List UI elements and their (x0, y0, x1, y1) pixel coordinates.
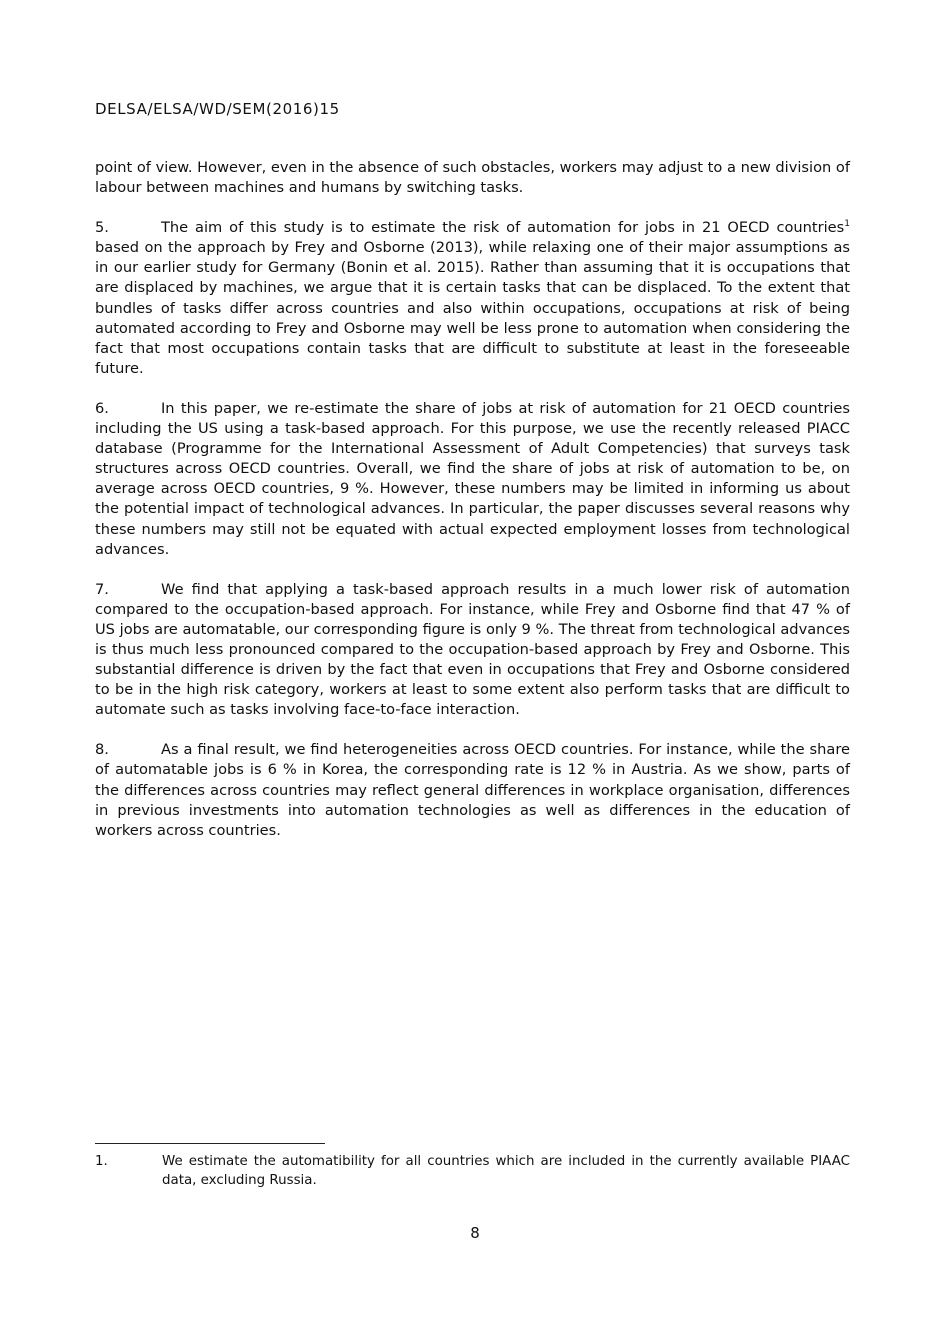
paragraph-text: We find that applying a task-based approach results in a much lower risk of automation compared to the occupation-based approach. For instance, while Frey and Osborne find that 47 % of US jobs are automatable, our corresponding figure is only 9 %. The threat from technological advances is thus much less pronounced compared to the occupation-based approach by Frey and Osborne. This substantial difference is driven by the fact that even in occupations that Frey and Osborne considered to be in the high risk category, workers at least to some extent also perform tasks that are difficult to automate such as tasks involving face-to-face interaction. (95, 580, 850, 719)
page-number: 8 (470, 1224, 480, 1242)
footnote-divider (95, 1143, 325, 1144)
footnote-number: 1. (95, 1154, 108, 1169)
paragraph-6 (95, 399, 850, 560)
document-code-header: DELSA/ELSA/WD/SEM(2016)15 (95, 100, 340, 118)
intro-paragraph: point of view. However, even in the absence of such obstacles, workers may adjust to a new division of labour between machines and humans by switching tasks. (95, 159, 850, 197)
paragraph-8 (95, 740, 850, 840)
footnote-reference[interactable]: 1 (844, 219, 850, 230)
paragraph-7 (95, 580, 850, 721)
paragraph-number: 7. (95, 580, 109, 598)
paragraph-number: 6. (95, 399, 109, 417)
paragraph-text: In this paper, we re-estimate the share of jobs at risk of automation for 21 OECD countries including the US using a task-based approach. For this purpose, we use the recently released PIACC database (Programme for the International Assessment of Adult Competencies) that surveys task structures across OECD countries. Overall, we find the share of jobs at risk of automation to be, on average across OECD countries, 9 %. However, these numbers may be limited in informing us about the potential impact of technological advances. In particular, the paper discusses several reasons why these numbers may still not be equated with actual expected employment losses from technological advances. (95, 399, 850, 558)
footnote (95, 1152, 850, 1190)
paragraph-number: 8. (95, 741, 109, 759)
paragraph-text: The aim of this study is to estimate the risk of automation for jobs in 21 OECD countries (161, 219, 845, 237)
footnote-text: We estimate the automatibility for all countries which are included in the currently available PIAAC data, excluding Russia. (162, 1154, 850, 1188)
paragraph-5 (95, 218, 850, 379)
paragraph-number: 5. (95, 219, 109, 237)
paragraph-text: As a final result, we find heterogeneities across OECD countries. For instance, while the share of automatable jobs is 6 % in Korea, the corresponding rate is 12 % in Austria. As we show, parts of the differences across countries may reflect general differences in workplace organisation, differences in previous investments into automation technologies as well as differences in the education of workers across countries. (95, 741, 850, 839)
paragraph-text: based on the approach by Frey and Osborne (2013), while relaxing one of their major assumptions as in our earlier study for Germany (Bonin et al. 2015). Rather than assuming that it is occupations that are displaced by machines, we argue that it is certain tasks that can be displaced. To the extent that bundles of tasks differ across countries and also within occupations, occupations at risk of being automated according to Frey and Osborne may well be less prone to automation when considering the fact that most occupations contain tasks that are difficult to substitute at least in the foreseeable future. (95, 239, 850, 377)
body-text (95, 158, 850, 861)
